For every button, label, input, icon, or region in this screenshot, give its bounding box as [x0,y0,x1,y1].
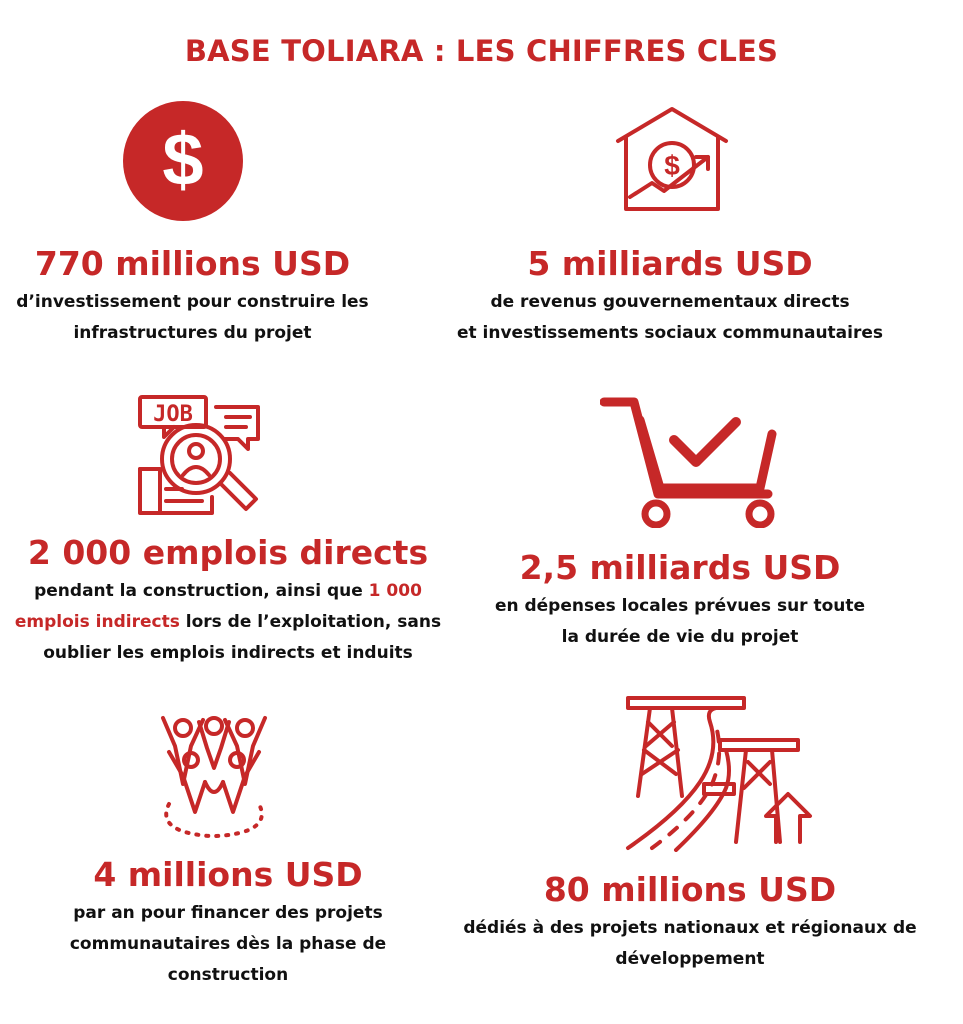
stat-value: 770 millions USD [34,244,351,283]
svg-text:$: $ [162,118,204,201]
stat-value: 2,5 milliards USD [519,548,841,587]
stat-description: en dépenses locales prévues sur toute la durée de vie du projet [494,596,866,647]
infrastructure-road-pylon-icon [620,692,820,852]
page-title: BASE TOLIARA : LES CHIFFRES CLES [184,34,779,68]
house-dollar-growth-icon [612,105,732,213]
stat-description: de revenus gouvernementaux directs et investissements sociaux communautaires [456,292,884,343]
stat-value: 80 millions USD [543,870,837,909]
shopping-cart-check-icon [600,396,780,528]
svg-text:$: $ [664,150,680,181]
stat-description: pendant la construction, ainsi que 1 000 emplois indirects lors de l’exploitation, sans oublier les emplois indirects et induits [14,581,442,663]
community-people-icon [155,712,273,840]
stat-value: 5 milliards USD [527,244,813,283]
dollar-coin-icon [122,100,244,222]
stat-value: 4 millions USD [93,855,363,894]
stat-description: par an pour financer des projets communautaires dès la phase de construction [69,903,387,985]
stat-description: dédiés à des projets nationaux et régionaux de développement [463,918,917,969]
job-label: JOB [153,402,193,427]
stat-value: 2 000 emplois directs [27,533,429,572]
stat-description: d’investissement pour construire les infrastructures du projet [16,292,369,343]
job-search-icon [136,393,264,519]
